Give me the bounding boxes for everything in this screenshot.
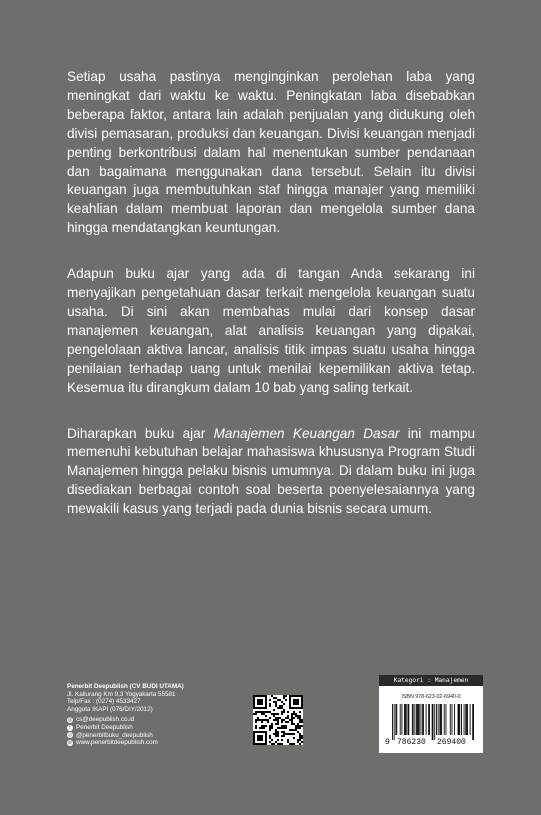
facebook-icon: f [67, 725, 73, 731]
contact-email [67, 716, 257, 724]
barcode-digits [379, 738, 483, 748]
barcode-digit-group-2: 269400 [437, 738, 466, 747]
email-icon: @ [67, 717, 73, 724]
publisher-phone: Telp/Fax : (0274) 4533427 [67, 698, 141, 706]
back-cover-blurb [67, 68, 475, 546]
blurb-p3-start: Diharapkan buku ajar [67, 425, 214, 441]
isbn-barcode-box [379, 675, 483, 753]
instagram-icon: ◎ [67, 732, 73, 739]
website-text: www.penerbitdeepublish.com [76, 739, 158, 747]
kategori-label: Kategori : Manajemen [379, 675, 483, 686]
blurb-paragraph-1: Setiap usaha pastinya menginginkan perolehan laba yang meningkat dari waktu ke waktu. Peningkatan laba disebabkan beberapa faktor, antara lain adalah penjualan yang didukung oleh divisi pemasaran, produksi dan keuangan. Divisi keuangan menjadi penting berkontribusi dalam hal menentukan sumber pendanaan dan bagaimana menggunakan dana tersebut. Selain itu divisi keuangan juga membutuhkan staf hingga manajer yang memiliki keahlian dalam membuat laporan dan mengelola sumber dana hingga mendatangkan keuntungan. [67, 69, 475, 236]
blurb-paragraph-2: Adapun buku ajar yang ada di tangan Anda sekarang ini menyajikan pengetahuan dasar terkait mengelola keuangan suatu usaha. Di sini akan membahas mulai dari konsep dasar manajemen keuangan, alat analisis keuangan yang dipakai, pengelolaan aktiva lancar, analisis titik impas suatu usaha hingga penilaian terhadap uang untuk menilai kepemilikan aktiva tetap. Kesemua itu dirangkum dalam 10 bab yang saling terkait. [67, 266, 475, 395]
contact-website [67, 739, 257, 747]
publisher-member: Anggota IKAPI (076/DIY/2012) [67, 705, 153, 713]
qr-code [253, 695, 303, 745]
publisher-address: Jl. Kaliurang Km 9,3 Yogyakarta 55581 [67, 690, 176, 698]
publisher-name: Penerbit Deepublish (CV BUDI UTAMA) [67, 683, 184, 690]
globe-icon: ⊕ [67, 739, 73, 746]
isbn-number: ISBN 978-623-02-6940-0 [401, 694, 461, 700]
publisher-info [67, 683, 257, 747]
barcode-digit-first: 9 [385, 738, 390, 747]
book-title-italic: Manajemen Keuangan Dasar [213, 425, 400, 441]
barcode-digit-group-1: 786230 [397, 738, 426, 747]
blurb-paragraph-3 [67, 425, 475, 520]
blurb-p3-end: ini mampu memenuhi kebutuhan belajar mahasiswa khususnya Program Studi Manajemen hingga pelaku bisnis umumnya. Di dalam buku ini juga disediakan berbagai contoh soal beserta poenyelesaiannya yang mewakili kasus yang terjadi pada dunia bisnis secara umum. [67, 425, 475, 517]
barcode [392, 704, 474, 740]
instagram-text: @penerbitbuku_deepublish [76, 731, 153, 739]
email-text: cs@deepublish.co.id [76, 716, 135, 724]
contact-instagram [67, 732, 257, 740]
contact-facebook [67, 724, 257, 732]
facebook-text: Penerbit Deepublish [76, 723, 133, 731]
